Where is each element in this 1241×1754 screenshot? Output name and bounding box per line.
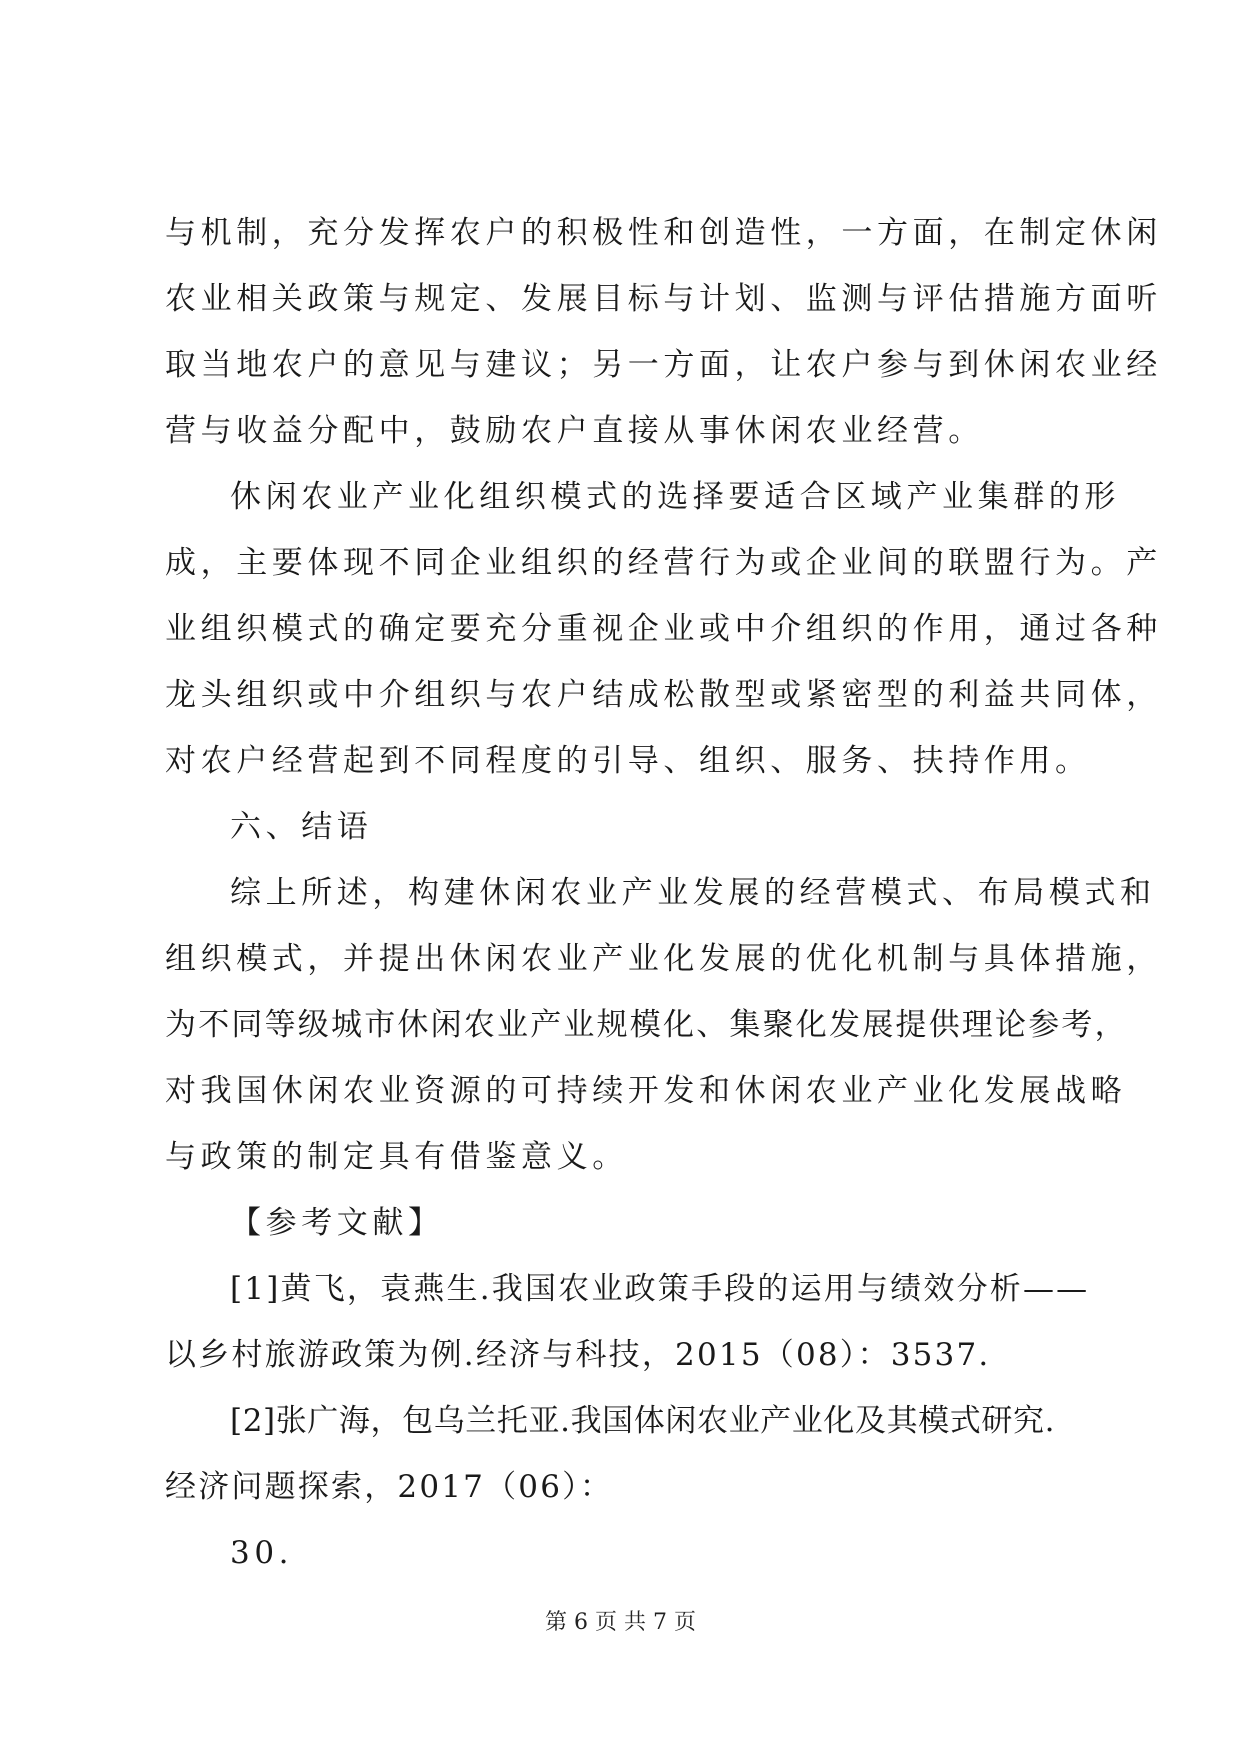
paragraph-line: 与机制，充分发挥农户的积极性和创造性，一方面，在制定休闲 <box>165 215 1162 251</box>
reference-line: 以乡村旅游政策为例.经济与科技，2015（08）：3537. <box>165 1337 991 1373</box>
paragraph-line: 为不同等级城市休闲农业产业规模化、集聚化发展提供理论参考， <box>165 1007 1128 1043</box>
paragraph-line: 取当地农户的意见与建议；另一方面，让农户参与到休闲农业经 <box>165 347 1162 383</box>
paragraph-line: 组织模式，并提出休闲农业产业化发展的优化机制与具体措施， <box>165 941 1162 977</box>
page-number-footer: 第 6 页 共 7 页 <box>545 1610 696 1635</box>
paragraph-line: 对我国休闲农业资源的可持续开发和休闲农业产业化发展战略 <box>165 1073 1127 1109</box>
paragraph-line: 营与收益分配中，鼓励农户直接从事休闲农业经营。 <box>165 413 984 449</box>
reference-line: [1]黄飞，袁燕生.我国农业政策手段的运用与绩效分析—— <box>230 1271 1090 1307</box>
paragraph-line: 与政策的制定具有借鉴意义。 <box>165 1139 628 1175</box>
reference-line: [2]张广海，包乌兰托亚.我国体闲农业产业化及其模式研究. <box>230 1403 1056 1439</box>
paragraph-line: 成，主要体现不同企业组织的经营行为或企业间的联盟行为。产 <box>165 545 1162 581</box>
section-heading: 六、结语 <box>230 809 373 845</box>
reference-line: 经济问题探索，2017（06）： <box>165 1469 614 1505</box>
paragraph-line: 综上所述，构建休闲农业产业发展的经营模式、布局模式和 <box>230 875 1156 911</box>
paragraph-line: 对农户经营起到不同程度的引导、组织、服务、扶持作用。 <box>165 743 1091 779</box>
paragraph-line: 农业相关政策与规定、发展目标与计划、监测与评估措施方面听 <box>165 281 1162 317</box>
paragraph-line: 休闲农业产业化组织模式的选择要适合区域产业集群的形 <box>230 479 1120 515</box>
references-heading: 【参考文献】 <box>230 1205 444 1241</box>
paragraph-line: 业组织模式的确定要充分重视企业或中介组织的作用，通过各种 <box>165 611 1162 647</box>
paragraph-line: 龙头组织或中介组织与农户结成松散型或紧密型的利益共同体， <box>165 677 1162 713</box>
reference-line: 30. <box>230 1535 294 1571</box>
